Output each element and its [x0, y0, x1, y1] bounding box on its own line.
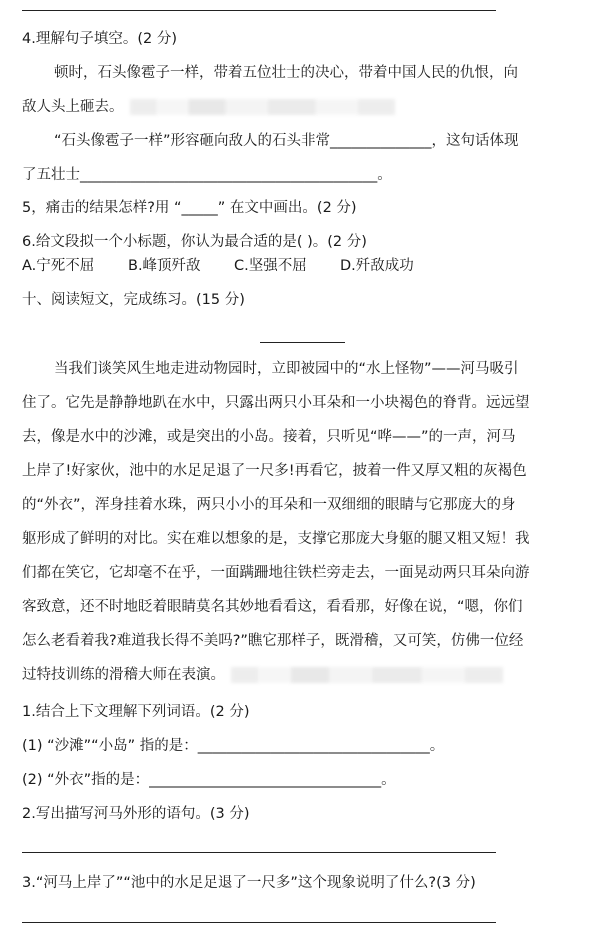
question-3: 3.“河马上岸了”“池中的水足足退了一尺多”这个现象说明了什么?(3 分)	[22, 875, 476, 891]
q2-answer-line	[22, 852, 496, 853]
q4-fill-line-2: 了五壮士_________________________________________。	[22, 167, 392, 183]
title-blank-line	[260, 342, 345, 343]
passage-line-2: 住了。它先是静静地趴在水中，只露出两只小耳朵和一小块褐色的脊背。远远望	[22, 395, 530, 411]
passage-line-6: 躯形成了鲜明的对比。实在难以想象的是，支撑它那庞大身躯的腿又粗又短！我	[22, 531, 530, 547]
q4-passage-line-1: 顿时，石头像雹子一样，带着五位壮士的决心，带着中国人民的仇恨，向	[54, 65, 518, 81]
passage-line-10	[22, 665, 587, 685]
question-1: 1.结合上下文理解下列词语。(2 分)	[22, 704, 250, 720]
passage-line-7: 们都在笑它，它却毫不在乎，一面蹒跚地往铁栏旁走去，一面晃动两只耳朵向游	[22, 565, 530, 581]
passage-line-10-text: 过特技训练的滑稽大师在表演。	[22, 667, 225, 683]
blurred-text	[130, 99, 395, 115]
passage-line-8: 客致意，还不时地眨着眼睛莫名其妙地看看这，看看那，好像在说，“嗯，你们	[22, 599, 523, 615]
q4-passage-text: 敌人头上砸去。	[22, 99, 124, 115]
question-1a: (1) “沙滩”“小岛” 指的是：________________________________。	[22, 738, 445, 754]
passage-line-1: 当我们谈笑风生地走进动物园时，立即被园中的“水上怪物”——河马吸引	[54, 361, 519, 377]
q6-option-d: D.歼敌成功	[340, 258, 414, 274]
section-10-heading: 十、阅读短文，完成练习。(15 分)	[22, 292, 245, 308]
q6-heading: 6.给文段拟一个小标题，你认为最合适的是( )。(2 分)	[22, 234, 367, 250]
blurred-text	[231, 667, 503, 683]
q3-answer-line	[22, 922, 496, 923]
top-answer-line	[22, 10, 496, 11]
question-2: 2.写出描写河马外形的语句。(3 分)	[22, 806, 250, 822]
passage-line-4: 上岸了!好家伙，池中的水足足退了一尺多!再看它，披着一件又厚又粗的灰褐色	[22, 463, 527, 479]
q6-option-c: C.坚强不屈	[234, 258, 307, 274]
q4-fill-line-1: “石头像雹子一样”形容砸向敌人的石头非常______________，这句话体现	[54, 133, 519, 149]
q5-heading: 5，痛击的结果怎样?用 “_____” 在文中画出。(2 分)	[22, 200, 357, 216]
passage-line-3: 去，像是水中的沙滩，或是突出的小岛。接着，只听见“哗——”的一声，河马	[22, 429, 516, 445]
q4-passage-line-2	[22, 97, 587, 117]
question-1b: (2) “外衣”指的是：________________________________。	[22, 772, 396, 788]
passage-line-9: 怎么老看着我?难道我长得不美吗?”瞧它那样子，既滑稽，又可笑，仿佛一位经	[22, 633, 524, 649]
q6-option-b: B.峰顶歼敌	[128, 258, 201, 274]
passage-line-5: 的“外衣”，浑身挂着水珠，两只小小的耳朵和一双细细的眼睛与它那庞大的身	[22, 497, 516, 513]
q4-heading: 4.理解句子填空。(2 分)	[22, 31, 177, 47]
q6-option-a: A.宁死不屈	[22, 258, 95, 274]
